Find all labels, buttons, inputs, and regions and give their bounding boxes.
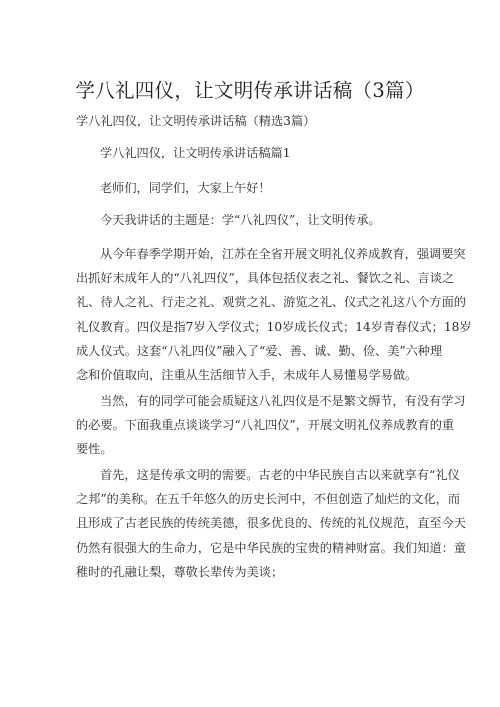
body-paragraph-2: [76, 389, 466, 462]
paragraph-line: 的必要。下面我重点谈谈学习“八礼四仪”，开展文明礼仪养成教育的重: [76, 418, 455, 433]
paragraph-line: 礼仪教育。四仪是指7岁入学仪式；10岁成长仪式；14岁青春仪式；18岁: [76, 319, 472, 334]
paragraph-line: 仍然有很强大的生命力，它是中华民族的宝贵的精神财富。我们知道：童: [76, 540, 466, 555]
paragraph-line: 当然，有的同学可能会质疑这八礼四仪是不是繁文缛节，有没有学习: [100, 394, 466, 408]
body-paragraph-3: [76, 463, 466, 584]
paragraph-line: 要性。: [76, 442, 113, 457]
document-subtitle: 学八礼四仪，让文明传承讲话稿（精选3篇）: [76, 114, 316, 128]
topic-paragraph: 今天我讲话的主题是：学“八礼四仪”，让文明传承。: [100, 213, 381, 227]
body-paragraph-1: [76, 242, 472, 387]
greeting-paragraph: 老师们，同学们，大家上午好！: [100, 181, 271, 195]
paragraph-line: 出抓好未成年人的“八礼四仪”，具体包括仪表之礼、餐饮之礼、言谈之: [76, 271, 455, 286]
paragraph-line: 稚时的孔融让梨，尊敬长辈传为美谈；: [76, 564, 284, 579]
paragraph-line: 从今年春季学期开始，江苏在全省开展文明礼仪养成教育，强调要突: [100, 247, 466, 261]
paragraph-line: 念和价值取向，注重从生活细节入手，未成年人易懂易学易做。: [76, 368, 418, 383]
paragraph-line: 成人仪式。这套“八礼四仪”融入了“爱、善、诚、勤、俭、美”六种理: [76, 343, 443, 358]
paragraph-line: 首先，这是传承文明的需要。古老的中华民族自古以来就享有“礼仪: [100, 468, 460, 482]
document-title: 学八礼四仪，让文明传承讲话稿（3篇）: [75, 79, 425, 102]
paragraph-line: 礼、待人之礼、行走之礼、观赏之礼、游览之礼、仪式之礼这八个方面的: [76, 295, 466, 310]
paragraph-line: 且形成了古老民族的传统美德，很多优良的、传统的礼仪规范，直至今天: [76, 516, 466, 531]
section-heading: 学八礼四仪，让文明传承讲话稿篇1: [100, 146, 291, 160]
paragraph-line: 之邦”的美称。在五千年悠久的历史长河中，不但创造了灿烂的文化，而: [76, 492, 461, 507]
